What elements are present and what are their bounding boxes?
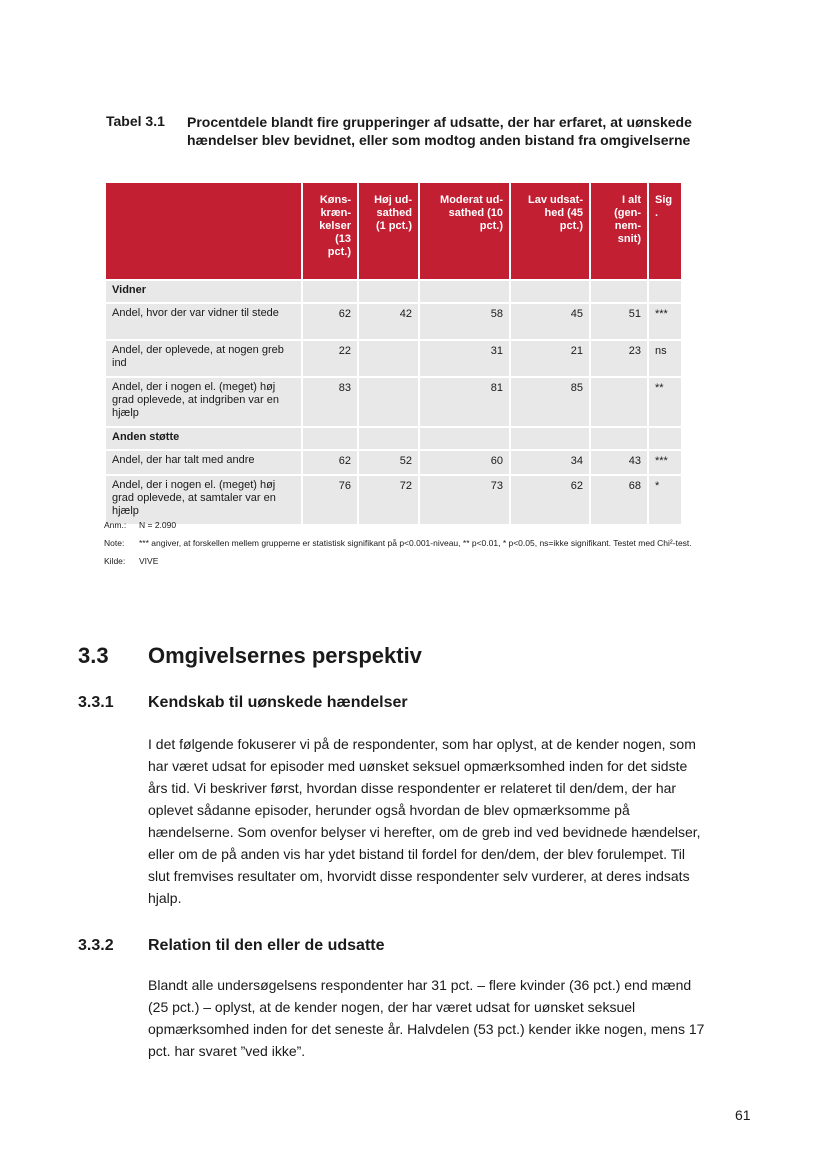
table-cell <box>358 427 419 450</box>
table-cell: 85 <box>510 377 590 427</box>
table-cell <box>590 377 648 427</box>
table-cell <box>302 280 358 303</box>
table-cell: 42 <box>358 303 419 340</box>
table-header-cell <box>105 182 302 280</box>
table-cell <box>590 427 648 450</box>
table-cell: 76 <box>302 475 358 525</box>
table-header-cell: Sig . <box>648 182 682 280</box>
data-table <box>104 181 683 526</box>
table-cell: *** <box>648 450 682 475</box>
table-cell: ** <box>648 377 682 427</box>
table-row <box>105 475 682 525</box>
note-note: Note: *** angiver, at forskellen mellem grupperne er statistisk signifikant på p<0.001-niveau, ** p<0.01, * p<0.05, ns=ikke signifikant. Testet med Chi²-test. <box>104 538 692 548</box>
table-cell: 60 <box>419 450 510 475</box>
table-cell: 45 <box>510 303 590 340</box>
subsection-title: Kendskab til uønskede hændelser <box>148 694 408 711</box>
table-header-cell: Moderat ud- sathed (10 pct.) <box>419 182 510 280</box>
table-cell: 43 <box>590 450 648 475</box>
table-header-cell: Høj ud- sathed (1 pct.) <box>358 182 419 280</box>
table-header-cell: Køns- kræn- kelser (13 pct.) <box>302 182 358 280</box>
table-cell: *** <box>648 303 682 340</box>
table-cell: 83 <box>302 377 358 427</box>
table-cell: ns <box>648 340 682 377</box>
row-label: Andel, der i nogen el. (meget) høj grad oplevede, at samtaler var en hjælp <box>105 475 302 525</box>
table-cell: 52 <box>358 450 419 475</box>
page-number: 61 <box>735 1107 751 1123</box>
table-cell: 68 <box>590 475 648 525</box>
body-paragraph-2: Blandt alle undersøgelsens respondenter har 31 pct. – flere kvinder (36 pct.) end mænd (25 pct.) – oplyst, at de kender nogen, der har været udsat for uønsket seksuel opmærksomhed inden for det seneste år. Halvdelen (53 pct.) kender ikke nogen, mens 17 pct. har svaret ”ved ikke”. <box>148 977 705 1059</box>
table-header-row <box>105 182 682 280</box>
table-cell: 72 <box>358 475 419 525</box>
row-label: Andel, der oplevede, at nogen greb ind <box>105 340 302 377</box>
table-cell: 58 <box>419 303 510 340</box>
table-cell <box>302 427 358 450</box>
table-cell: 62 <box>302 450 358 475</box>
table-row <box>105 450 682 475</box>
table-cell <box>358 340 419 377</box>
section-label: Anden støtte <box>105 427 302 450</box>
table-cell: 23 <box>590 340 648 377</box>
table-label: Tabel 3.1 <box>106 113 165 129</box>
table-notes <box>104 519 694 573</box>
table-cell: 31 <box>419 340 510 377</box>
section-title: Omgivelsernes perspektiv <box>148 643 422 668</box>
note-kilde: Kilde: VIVE <box>104 556 159 566</box>
table-cell: 21 <box>510 340 590 377</box>
table-cell <box>358 377 419 427</box>
table-cell: 22 <box>302 340 358 377</box>
table-cell: 62 <box>302 303 358 340</box>
table-cell <box>419 427 510 450</box>
table-cell <box>590 280 648 303</box>
table-body <box>105 280 682 525</box>
subsection-title-2: Relation til den eller de udsatte <box>148 937 385 954</box>
table-title: Procentdele blandt fire grupperinger af udsatte, der har erfaret, at uønskede hændelser blev bevidnet, eller som modtog anden bistand fra omgivelserne <box>187 114 692 148</box>
subsection-number: 3.3.1 <box>78 694 114 711</box>
table-row <box>105 303 682 340</box>
section-label: Vidner <box>105 280 302 303</box>
note-anm: Anm.: N = 2.090 <box>104 520 177 530</box>
table-cell: 73 <box>419 475 510 525</box>
table-cell <box>510 280 590 303</box>
table-header-cell: I alt (gen- nem- snit) <box>590 182 648 280</box>
table-row <box>105 377 682 427</box>
table-cell: * <box>648 475 682 525</box>
table-header-cell: Lav udsat- hed (45 pct.) <box>510 182 590 280</box>
body-paragraph: I det følgende fokuserer vi på de respondenter, som har oplyst, at de kender nogen, som har været udsat for episoder med uønsket seksuel opmærksomhed inden for det sidste års tid. Vi beskriver først, hvordan disse respondenter er relateret til den/dem, der har oplevet sådanne episoder, herunder også hvordan de blev opmærksomme på hændelserne. Som ovenfor belyser vi herefter, om de greb ind ved bevidnede hændelser, eller om de på anden vis har ydet bistand til fordel for den/dem, der blev forulempet. Til slut fremvises resultater om, hvorvidt disse respondenter selv vurderer, at deres indsats hjalp. <box>148 736 701 906</box>
row-label: Andel, der har talt med andre <box>105 450 302 475</box>
section-number: 3.3 <box>78 643 109 668</box>
table-cell: 34 <box>510 450 590 475</box>
table-cell <box>358 280 419 303</box>
table-section-row <box>105 427 682 450</box>
row-label: Andel, der i nogen el. (meget) høj grad oplevede, at indgriben var en hjælp <box>105 377 302 427</box>
table-section-row <box>105 280 682 303</box>
table-cell: 62 <box>510 475 590 525</box>
table-cell <box>648 280 682 303</box>
table-cell <box>510 427 590 450</box>
table-cell <box>419 280 510 303</box>
table-cell: 51 <box>590 303 648 340</box>
row-label: Andel, hvor der var vidner til stede <box>105 303 302 340</box>
table-row <box>105 340 682 377</box>
subsection-number-2: 3.3.2 <box>78 937 114 954</box>
table-cell <box>648 427 682 450</box>
table-cell: 81 <box>419 377 510 427</box>
